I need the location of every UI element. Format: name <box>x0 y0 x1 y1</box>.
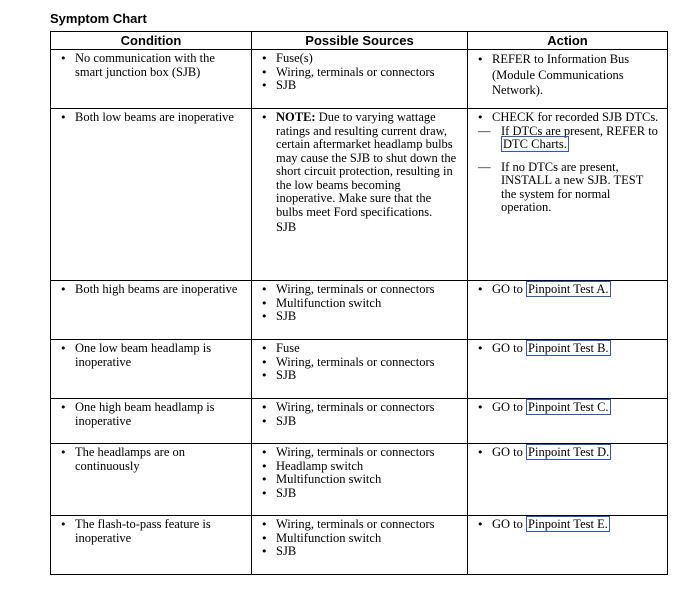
source-item: • Wiring, terminals or connectors <box>258 518 461 532</box>
action-subitem <box>474 161 661 215</box>
action-cell <box>468 516 668 575</box>
table-row <box>51 340 668 399</box>
action-subitem <box>474 125 661 152</box>
chart-title: Symptom Chart <box>50 11 147 26</box>
source-item: • Wiring, terminals or connectors <box>258 356 461 370</box>
condition-text: • Both high beams are inoperative <box>57 283 245 297</box>
table-row <box>51 516 668 575</box>
source-item: • Wiring, terminals or connectors <box>258 66 461 80</box>
sources-cell <box>252 399 468 444</box>
source-item: • SJB <box>258 369 461 383</box>
pinpoint-test-e-link[interactable]: Pinpoint Test E. <box>528 517 608 531</box>
symptom-table <box>50 31 668 575</box>
source-item: • Wiring, terminals or connectors <box>258 401 461 415</box>
sources-cell <box>252 444 468 516</box>
action-item <box>474 518 661 532</box>
source-item: SJB <box>276 220 297 234</box>
source-item: • SJB <box>258 415 461 429</box>
sources-cell <box>252 109 468 281</box>
action-subitem-text: If no DTCs are present, INSTALL a new SJB. TEST the system for normal operation. <box>501 159 644 214</box>
action-item <box>474 342 661 356</box>
action-cell <box>468 50 668 109</box>
action-cell <box>468 109 668 281</box>
source-item: • Fuse <box>258 342 461 356</box>
dtc-charts-link[interactable]: DTC Charts. <box>503 137 567 151</box>
action-cell <box>468 281 668 340</box>
sources-cell <box>252 281 468 340</box>
action-cell <box>468 340 668 399</box>
action-subitem-text: If DTCs are present, REFER to <box>501 123 658 138</box>
note-text: Due to varying wattage ratings and resulting current draw, certain aftermarket headlamp bulbs may cause the SJB to shut down the short circuit protection, resulting in the low beams becoming inoperative. Make sure that the bulbs meet Ford specifications. <box>276 110 457 219</box>
table-row <box>51 109 668 281</box>
action-item <box>474 283 661 297</box>
source-item: • SJB <box>258 545 461 559</box>
action-prefix: GO to <box>492 400 523 414</box>
condition-cell <box>51 444 252 516</box>
sources-cell <box>252 340 468 399</box>
pinpoint-test-b-link[interactable]: Pinpoint Test B. <box>528 341 609 355</box>
action-cell <box>468 399 668 444</box>
condition-cell <box>51 340 252 399</box>
table-row <box>51 399 668 444</box>
source-item: • Wiring, terminals or connectors <box>258 446 461 460</box>
action-text: • REFER to Information Bus (Module Communications Network). <box>474 52 661 99</box>
condition-cell <box>51 399 252 444</box>
sources-cell <box>252 516 468 575</box>
header-row <box>51 32 668 50</box>
pinpoint-test-d-link[interactable]: Pinpoint Test D. <box>528 445 610 459</box>
source-item: • Multifunction switch <box>258 532 461 546</box>
condition-cell <box>51 516 252 575</box>
source-item: • SJB <box>258 79 461 93</box>
table-row <box>51 444 668 516</box>
condition-text: • Both low beams are inoperative <box>57 111 245 125</box>
header-condition: Condition <box>51 32 252 50</box>
condition-cell <box>51 109 252 281</box>
action-text: • CHECK for recorded SJB DTCs. <box>474 111 661 125</box>
pinpoint-test-c-link[interactable]: Pinpoint Test C. <box>528 400 609 414</box>
source-item: • SJB <box>258 487 461 501</box>
condition-cell <box>51 281 252 340</box>
header-action: Action <box>468 32 668 50</box>
action-item <box>474 401 661 415</box>
action-prefix: GO to <box>492 341 523 355</box>
pinpoint-test-a-link[interactable]: Pinpoint Test A. <box>528 282 609 296</box>
action-item <box>474 446 661 460</box>
header-sources: Possible Sources <box>252 32 468 50</box>
source-item: • Fuse(s) <box>258 52 461 66</box>
action-cell <box>468 444 668 516</box>
action-prefix: GO to <box>492 282 523 296</box>
note-label: NOTE: <box>276 110 316 124</box>
note-item <box>258 111 461 219</box>
source-item: • SJB <box>258 310 461 324</box>
source-item: • Wiring, terminals or connectors <box>258 283 461 297</box>
sources-cell <box>252 50 468 109</box>
source-item: • Multifunction switch <box>258 297 461 311</box>
table-row <box>51 281 668 340</box>
source-item: • Multifunction switch <box>258 473 461 487</box>
condition-cell <box>51 50 252 109</box>
condition-text: • One low beam headlamp is inoperative <box>57 342 245 369</box>
condition-text: • The flash-to-pass feature is inoperative <box>57 518 245 545</box>
condition-text: • One high beam headlamp is inoperative <box>57 401 245 428</box>
condition-text: • No communication with the smart junction box (SJB) <box>57 52 245 79</box>
action-prefix: GO to <box>492 517 523 531</box>
table-row <box>51 50 668 109</box>
action-prefix: GO to <box>492 445 523 459</box>
source-item: • Headlamp switch <box>258 460 461 474</box>
condition-text: • The headlamps are on continuously <box>57 446 245 473</box>
